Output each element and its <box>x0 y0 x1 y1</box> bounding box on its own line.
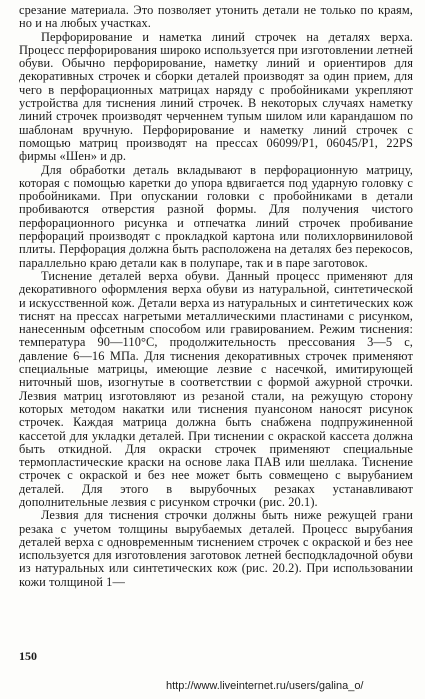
paragraph-1: срезание материала. Это позволяет утонить детали не только по краям, но и на любых участках. <box>19 3 413 31</box>
paragraph-5: Лезвия для тиснения строчки должны быть ниже режущей грани резака с учетом толщины вырубаемых деталей. Процесс вырубания деталей верха с одновременным тиснением строчек с окраской и без нее используется для изготовления заготовок летней бесподкладочной обуви из натуральных или синтетических кож (рис. 20.2). При использовании кожи толщиной 1— <box>19 508 413 589</box>
paragraph-3: Для обработки деталь вкладывают в перфорационную матрицу, которая с помощью каретки до упора вдвигается под ударную головку с пробойниками. При опускании головки с пробойниками в детали пробиваются отверстия разной формы. Для получения чистого перфорационного рисунка и отпечатка линий строчек пробивание перфораций производят с прокладкой картона или полихлорвиниловой плиты. Перфорация должна быть расположена на деталях без перекосов, параллельно краю детали как в полупаре, так и в паре заготовок. <box>19 162 413 270</box>
body-text <box>19 4 413 589</box>
watermark-url: http://www.liveinternet.ru/users/galina_o/ <box>166 680 364 692</box>
paragraph-2: Перфорирование и наметка линий строчек на деталях верха. Процесс перфорирования широко используется при изготовлении летней обуви. Обычно перфорирование, наметку линий и ориентиров для декоративных строчек и сборки деталей производят за один прием, для чего в перфорационных матрицах наряду с пробойниками укрепляют устройства для тиснения линий строчек. В некоторых случаях наметку линий строчек производят черченнем тупым шилом или карандашом по шаблонам вручную. Перфорирование и наметку линий строчек с помощью матриц производят на прессах 06099/P1, 06045/P1, 22PS фирмы «Шен» и др. <box>19 29 413 164</box>
page-number: 150 <box>19 649 37 663</box>
paragraph-4: Тиснение деталей верха обуви. Данный процесс применяют для декоративного оформления верха обуви из натуральной, синтетической и искусственной кож. Детали верха из натуральных и синтетических кож тиснят на прессах нагретыми металлическими пластинами с рисунком, нанесенным офсетным способом или гравированием. Режим тиснения: температура 90—110°C, продолжительность прессования 3—5 с, давление 6—16 МПа. Для тиснения декоративных строчек применяют специальные матрицы, имеющие лезвие с насечкой, имитирующей ниточный шов, изогнутые в соответствии с формой ажурной строчки. Лезвия матриц изготовляют из резаной стали, на режущую сторону которых методом накатки или тиснения пуансоном наносят рисунок строчек. Каждая матрица должна быть снабжена подпружиненной кассетой для укладки деталей. При тиснении с окраской кассета должна быть откидной. Для окраски строчек применяют специальные термопластические краски на основе лака ПАВ или шеллака. Тиснение строчек с окраской и без нее может быть совмещено с вырубанием деталей. Для этого в вырубочных резаках устанавливают дополнительные лезвия с рисунком строчки (рис. 20.1). <box>19 268 413 509</box>
